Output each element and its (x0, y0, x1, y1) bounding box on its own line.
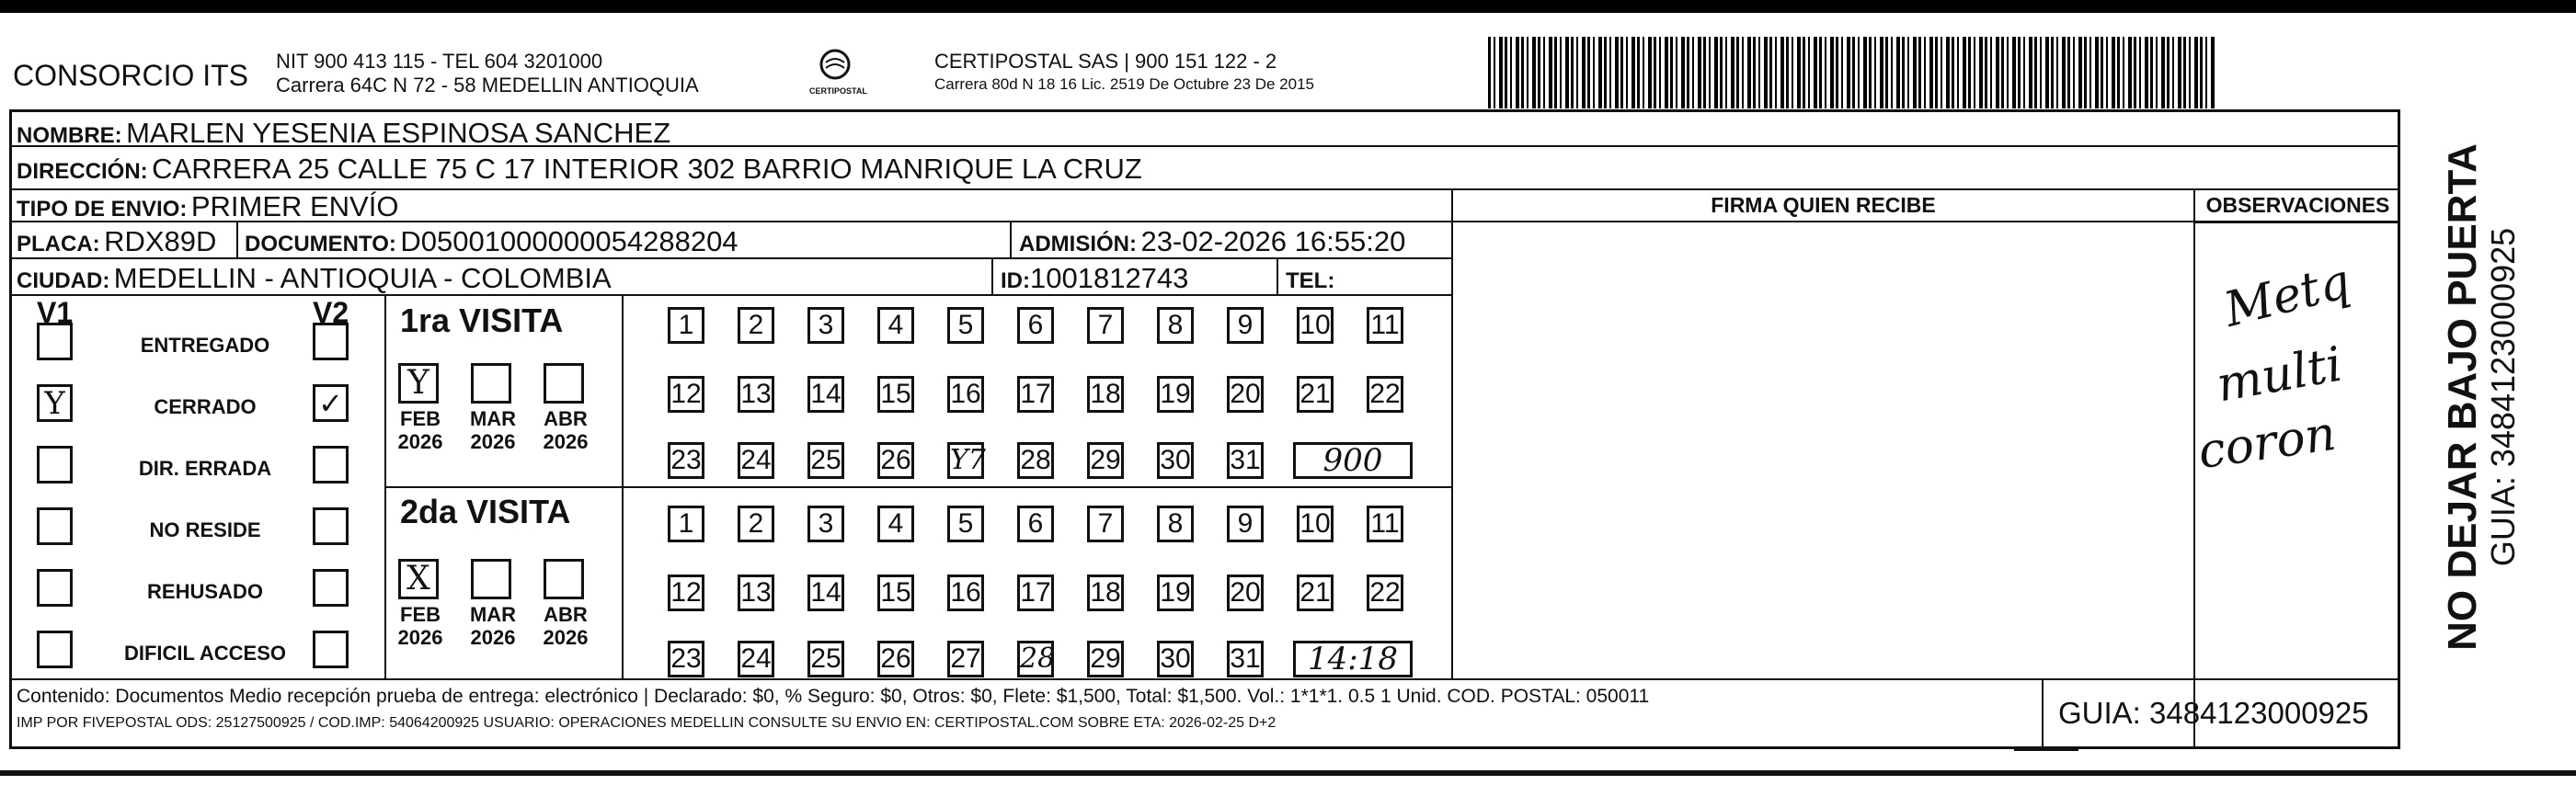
footer-guia: GUIA: 3484123000925 (2058, 696, 2369, 730)
visit1-time-box[interactable]: 900 (1293, 442, 1413, 479)
visit1-day-box[interactable]: 31 (1227, 442, 1264, 479)
visit1-day-box[interactable]: 16 (947, 376, 984, 413)
visit1-day-box[interactable]: 14 (807, 376, 844, 413)
visit1-month-box[interactable] (471, 363, 511, 404)
side-warning: NO DEJAR BAJO PUERTA (2440, 143, 2485, 651)
visit2-day-box[interactable]: 4 (877, 506, 914, 542)
status-v1-checkbox[interactable] (37, 507, 73, 545)
status-label: CERRADO (154, 395, 257, 418)
carrier-license: Carrera 80d N 18 16 Lic. 2519 De Octubre 23 De 2015 (934, 75, 1314, 93)
company-name: CONSORCIO ITS (13, 59, 249, 92)
visit2-day-box[interactable]: 31 (1227, 641, 1264, 677)
observations-hand-1: Metq (2218, 254, 2356, 338)
visit2-day-box[interactable]: 25 (807, 641, 844, 677)
visit1-day-box[interactable]: 11 (1367, 307, 1403, 344)
admission-date: 23-02-2026 16:55:20 (1140, 225, 1406, 257)
visit1-day-box[interactable]: 7 (1087, 307, 1124, 344)
visit2-day-box[interactable]: 21 (1297, 575, 1334, 611)
visit2-day-box[interactable]: 16 (947, 575, 984, 611)
visit1-day-box[interactable]: 22 (1367, 376, 1403, 413)
plate-label: PLACA: (17, 232, 100, 256)
visit1-day-box[interactable]: 29 (1087, 442, 1124, 479)
visit2-day-box[interactable]: 29 (1087, 641, 1124, 677)
name-label: NOMBRE: (17, 123, 122, 148)
certipostal-logo (817, 48, 853, 85)
bottom-border (0, 770, 2576, 776)
admission-label: ADMISIÓN: (1019, 232, 1137, 256)
visit1-day-box[interactable]: 23 (668, 442, 704, 479)
address-label: DIRECCIÓN: (17, 159, 148, 184)
tel-label: TEL: (1286, 268, 1335, 293)
top-border (0, 0, 2576, 13)
visit1-day-box[interactable]: 26 (877, 442, 914, 479)
id-number: 1001812743 (1030, 262, 1189, 294)
side-guia: GUIA: 3484123000925 (2484, 227, 2522, 567)
footer-content: Contenido: Documentos Medio recepción prueba de entrega: electrónico | Declarado: $0, % Seguro: $0, Otros: $0, Flete: $1,500, Total: $1,500. Vol.: 1*1*1. 0.5 1 Unid. COD. POSTAL: 050011 (17, 686, 1650, 707)
visit2-day-box[interactable]: 5 (947, 506, 984, 542)
logo-text: CERTIPOSTAL (809, 86, 867, 96)
visit2-time-box[interactable]: 14:18 (1293, 641, 1413, 677)
visit1-day-box[interactable]: Y7 (947, 442, 984, 479)
visit2-month-box[interactable] (471, 559, 511, 599)
visit2-title: 2da VISITA (400, 493, 571, 530)
city-label: CIUDAD: (17, 268, 110, 293)
barcode (1488, 37, 2215, 108)
send-type: PRIMER ENVÍO (190, 190, 399, 222)
visit2-day-box[interactable]: 19 (1157, 575, 1194, 611)
status-v2-checkbox[interactable]: ✓ (313, 384, 349, 422)
status-v1-checkbox[interactable] (37, 323, 73, 360)
city: MEDELLIN - ANTIOQUIA - COLOMBIA (113, 262, 612, 294)
visit2-day-box[interactable]: 22 (1367, 575, 1403, 611)
status-v1-checkbox[interactable] (37, 446, 73, 484)
visit1-day-box[interactable]: 2 (738, 307, 774, 344)
visit1-month-box[interactable]: Y (398, 363, 439, 404)
observations-hand-3: coron (2194, 405, 2340, 481)
visit1-day-box[interactable]: 28 (1017, 442, 1054, 479)
visit1-month-label: MAR 2026 (469, 407, 517, 453)
signature-header: FIRMA QUIEN RECIBE (1711, 193, 1936, 217)
visit2-day-box[interactable]: 8 (1157, 506, 1194, 542)
visit2-day-box[interactable]: 14 (807, 575, 844, 611)
status-v2-checkbox[interactable] (313, 631, 349, 668)
visit1-day-box[interactable]: 1 (668, 307, 704, 344)
visit1-day-box[interactable]: 5 (947, 307, 984, 344)
visit2-day-box[interactable]: 24 (738, 641, 774, 677)
document-number: D05001000000054288204 (400, 225, 738, 257)
visit2-day-box[interactable]: 9 (1227, 506, 1264, 542)
scan-mark (2014, 748, 2078, 751)
document-label: DOCUMENTO: (245, 232, 396, 256)
visit1-day-box[interactable]: 25 (807, 442, 844, 479)
recipient-name: MARLEN YESENIA ESPINOSA SANCHEZ (126, 117, 671, 149)
visit2-month-label: FEB 2026 (397, 603, 443, 649)
visit1-day-box[interactable]: 6 (1017, 307, 1054, 344)
visit2-day-box[interactable]: 6 (1017, 506, 1054, 542)
visit2-day-box[interactable]: 15 (877, 575, 914, 611)
status-v1-checkbox[interactable]: Y (37, 384, 73, 422)
visit1-day-box[interactable]: 21 (1297, 376, 1334, 413)
visit2-day-box[interactable]: 3 (807, 506, 844, 542)
visit2-month-box[interactable]: X (398, 559, 439, 599)
company-nit: NIT 900 413 115 - TEL 604 3201000 (276, 50, 603, 73)
send-type-label: TIPO DE ENVIO: (17, 197, 188, 222)
status-v1-checkbox[interactable] (37, 631, 73, 668)
v2-header: V2 (313, 296, 349, 329)
status-label: NO RESIDE (149, 518, 261, 541)
visit1-day-box[interactable]: 9 (1227, 307, 1264, 344)
visit2-day-box[interactable]: 28 (1017, 641, 1054, 677)
visit2-day-box[interactable]: 26 (877, 641, 914, 677)
recipient-address: CARRERA 25 CALLE 75 C 17 INTERIOR 302 BARRIO MANRIQUE LA CRUZ (152, 153, 1142, 185)
visit2-day-box[interactable]: 2 (738, 506, 774, 542)
visit2-day-box[interactable]: 10 (1297, 506, 1334, 542)
visit2-day-box[interactable]: 7 (1087, 506, 1124, 542)
visit1-day-box[interactable]: 10 (1297, 307, 1334, 344)
visit1-day-box[interactable]: 20 (1227, 376, 1264, 413)
observations-header: OBSERVACIONES (2205, 193, 2390, 217)
visit2-day-box[interactable]: 30 (1157, 641, 1194, 677)
status-label: DIFICIL ACCESO (123, 642, 286, 665)
status-v1-checkbox[interactable] (37, 569, 73, 607)
v1-header: V1 (37, 296, 74, 329)
visit2-day-box[interactable]: 27 (947, 641, 984, 677)
visit2-month-label: MAR 2026 (469, 603, 517, 649)
visit1-day-box[interactable]: 15 (877, 376, 914, 413)
visit2-day-box[interactable]: 20 (1227, 575, 1264, 611)
visit1-title: 1ra VISITA (400, 301, 564, 339)
visit2-month-label: ABR 2026 (543, 603, 589, 649)
visit1-day-box[interactable]: 24 (738, 442, 774, 479)
carrier-name: CERTIPOSTAL SAS | 900 151 122 - 2 (934, 50, 1277, 73)
visit1-day-box[interactable]: 4 (877, 307, 914, 344)
status-v2-checkbox[interactable] (313, 569, 349, 607)
observations-hand-2: multi (2212, 336, 2347, 414)
visit2-month-box[interactable] (544, 559, 584, 599)
visit1-day-box[interactable]: 12 (668, 376, 704, 413)
visit2-day-box[interactable]: 11 (1367, 506, 1403, 542)
visit1-month-label: ABR 2026 (543, 407, 589, 453)
visit1-day-box[interactable]: 3 (807, 307, 844, 344)
visit2-day-box[interactable]: 13 (738, 575, 774, 611)
plate: RDX89D (104, 225, 217, 257)
visit2-day-box[interactable]: 12 (668, 575, 704, 611)
company-address: Carrera 64C N 72 - 58 MEDELLIN ANTIOQUIA (276, 74, 699, 97)
visit2-day-box[interactable]: 1 (668, 506, 704, 542)
status-label: DIR. ERRADA (138, 457, 272, 480)
visit1-day-box[interactable]: 13 (738, 376, 774, 413)
visit1-day-box[interactable]: 17 (1017, 376, 1054, 413)
visit1-day-box[interactable]: 8 (1157, 307, 1194, 344)
visit1-month-label: FEB 2026 (397, 407, 443, 453)
visit2-day-box[interactable]: 17 (1017, 575, 1054, 611)
status-label: ENTREGADO (140, 334, 270, 357)
visit1-month-box[interactable] (544, 363, 584, 404)
status-v2-checkbox[interactable] (313, 507, 349, 545)
visit1-day-box[interactable]: 19 (1157, 376, 1194, 413)
visit1-day-box[interactable]: 30 (1157, 442, 1194, 479)
id-label: ID: (1001, 268, 1030, 293)
status-v2-checkbox[interactable] (313, 446, 349, 484)
status-label: REHUSADO (147, 580, 263, 603)
visit1-day-box[interactable]: 18 (1087, 376, 1124, 413)
footer-imp: IMP POR FIVEPOSTAL ODS: 25127500925 / COD.IMP: 54064200925 USUARIO: OPERACIONES MEDELLIN CONSULTE SU ENVIO EN: CERTIPOSTAL.COM SOBRE ETA: 2026-02-25 D+2 (17, 715, 1277, 731)
visit2-day-box[interactable]: 23 (668, 641, 704, 677)
visit2-day-box[interactable]: 18 (1087, 575, 1124, 611)
status-v2-checkbox[interactable] (313, 323, 349, 360)
